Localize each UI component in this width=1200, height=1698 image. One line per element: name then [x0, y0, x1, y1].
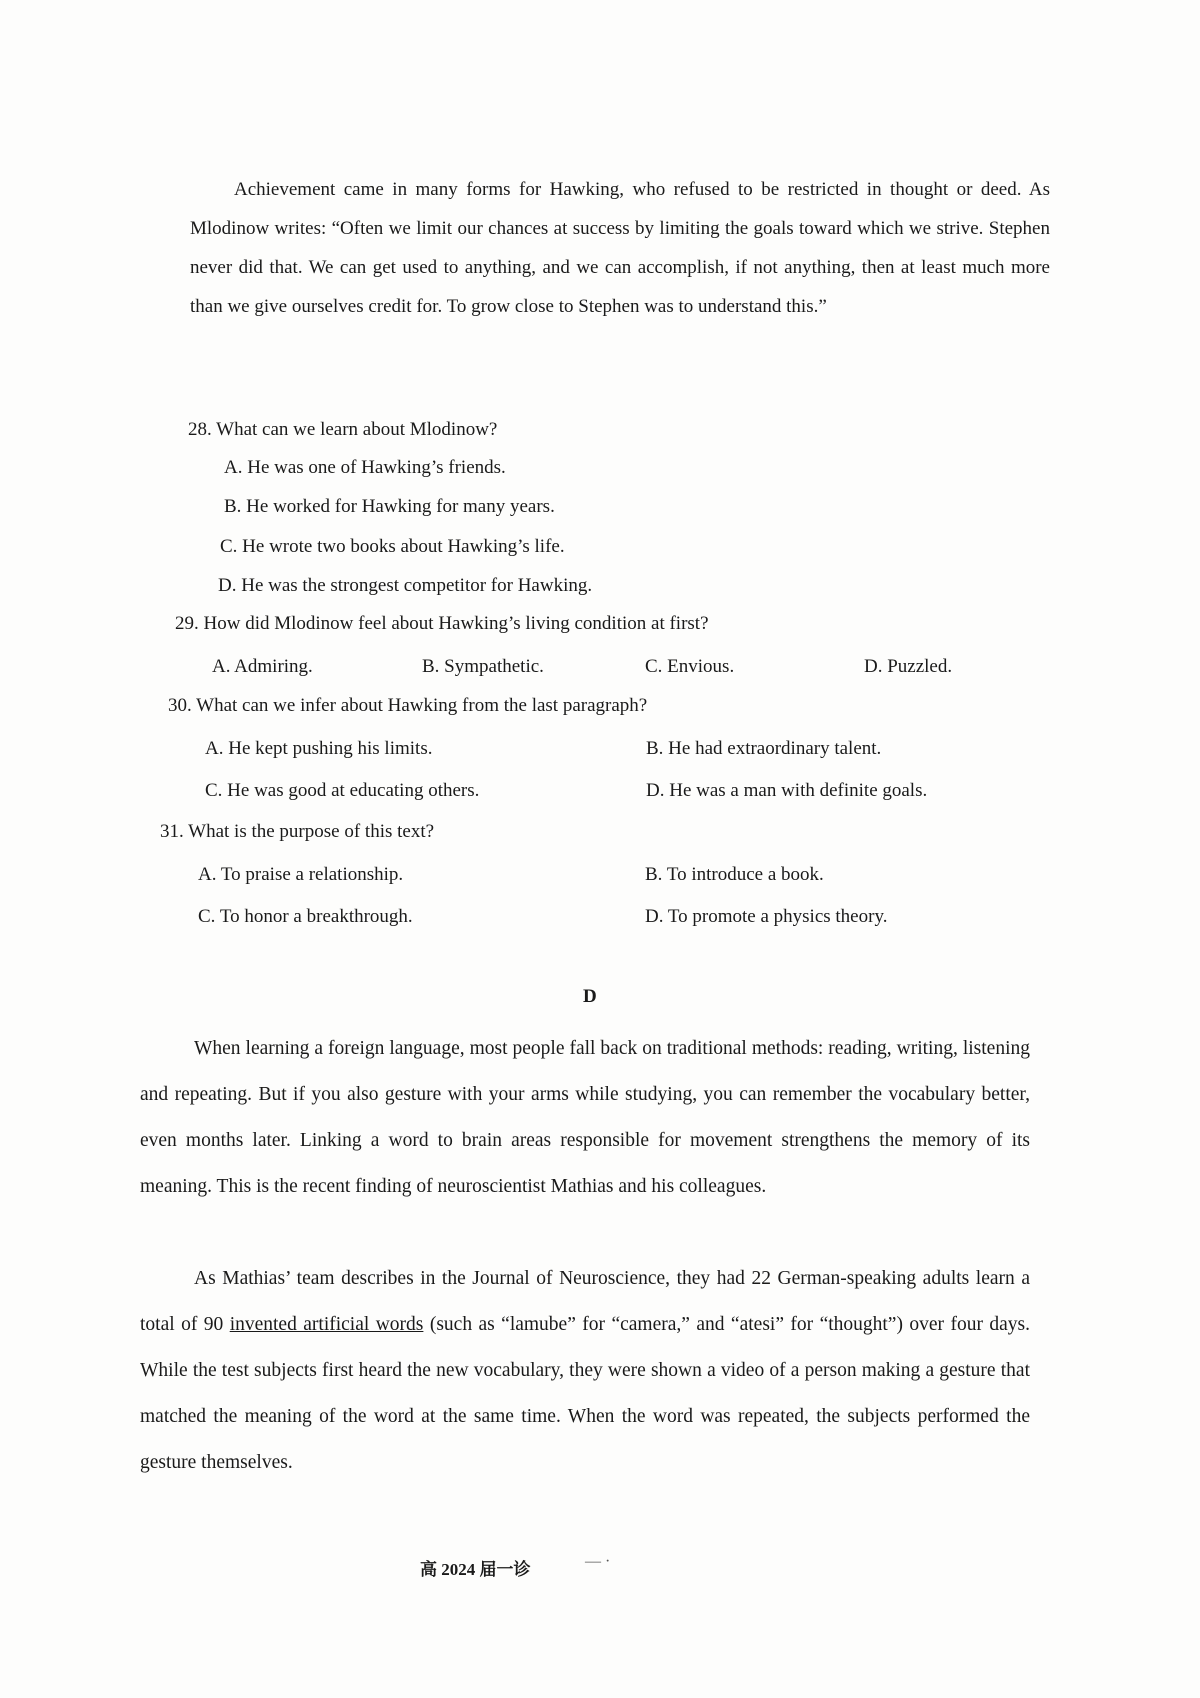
question-31-stem: 31. What is the purpose of this text?	[160, 821, 435, 842]
page-footer: 高 2024 届一诊	[420, 1560, 531, 1579]
question-29-option-d: D. Puzzled.	[864, 656, 953, 677]
section-d-paragraph-2-start: As Mathias’ team describes in the Journal of Neuroscience, they had 22 German-speaking adults learn a total of 90	[140, 1268, 1030, 1335]
question-31-option-a: A. To praise a relationship.	[198, 864, 404, 885]
section-d-paragraph-1: When learning a foreign language, most people fall back on traditional methods: reading, writing, listening and repeating. But if you also gesture with your arms while studying, you can remember the vocabulary better, even months later. Linking a word to brain areas responsible for movement strengthens the memory of its meaning. This is the recent finding of neuroscientist Mathias and his colleagues.	[140, 1038, 1030, 1197]
passage-c-final-paragraph: Achievement came in many forms for Hawking, who refused to be restricted in thought or deed. As Mlodinow writes: “Often we limit our chances at success by limiting the goals toward which we strive. Stephen never did that. We can get used to anything, and we can accomplish, if not anything, then at least much more than we give ourselves credit for. To grow close to Stephen was to understand this.”	[190, 179, 1050, 317]
question-29-option-a: A. Admiring.	[212, 656, 313, 677]
question-28-option-a: A. He was one of Hawking’s friends.	[224, 457, 506, 478]
question-28-stem: 28. What can we learn about Mlodinow?	[188, 419, 498, 440]
question-30-option-d: D. He was a man with definite goals.	[646, 780, 928, 801]
page-number-mark: — ·	[585, 1553, 611, 1570]
question-31-option-c: C. To honor a breakthrough.	[198, 906, 413, 927]
question-30-option-c: C. He was good at educating others.	[205, 780, 480, 801]
question-28-option-d: D. He was the strongest competitor for Hawking.	[218, 575, 593, 596]
question-30-stem: 30. What can we infer about Hawking from the last paragraph?	[168, 695, 648, 716]
question-28-option-b: B. He worked for Hawking for many years.	[224, 496, 555, 517]
question-30-option-b: B. He had extraordinary talent.	[646, 738, 882, 759]
question-30-option-a: A. He kept pushing his limits.	[205, 738, 433, 759]
section-d-title: D	[583, 986, 597, 1007]
question-29-option-c: C. Envious.	[645, 656, 735, 677]
question-31-option-b: B. To introduce a book.	[645, 864, 824, 885]
question-31-option-d: D. To promote a physics theory.	[645, 906, 888, 927]
underlined-phrase: invented artificial words	[229, 1314, 424, 1335]
question-29-stem: 29. How did Mlodinow feel about Hawking’s living condition at first?	[175, 613, 709, 634]
question-29-option-b: B. Sympathetic.	[422, 656, 544, 677]
section-d-paragraph-2-end: (such as “lamube” for “camera,” and “atesi” for “thought”) over four days. While the test subjects first heard the new vocabulary, they were shown a video of a person making a gesture that matched the meaning of the word at the same time. When the word was repeated, the subjects performed the gesture themselves.	[140, 1314, 1030, 1473]
section-d-paragraph-2	[140, 1256, 1030, 1486]
question-28-option-c: C. He wrote two books about Hawking’s life.	[220, 536, 565, 557]
